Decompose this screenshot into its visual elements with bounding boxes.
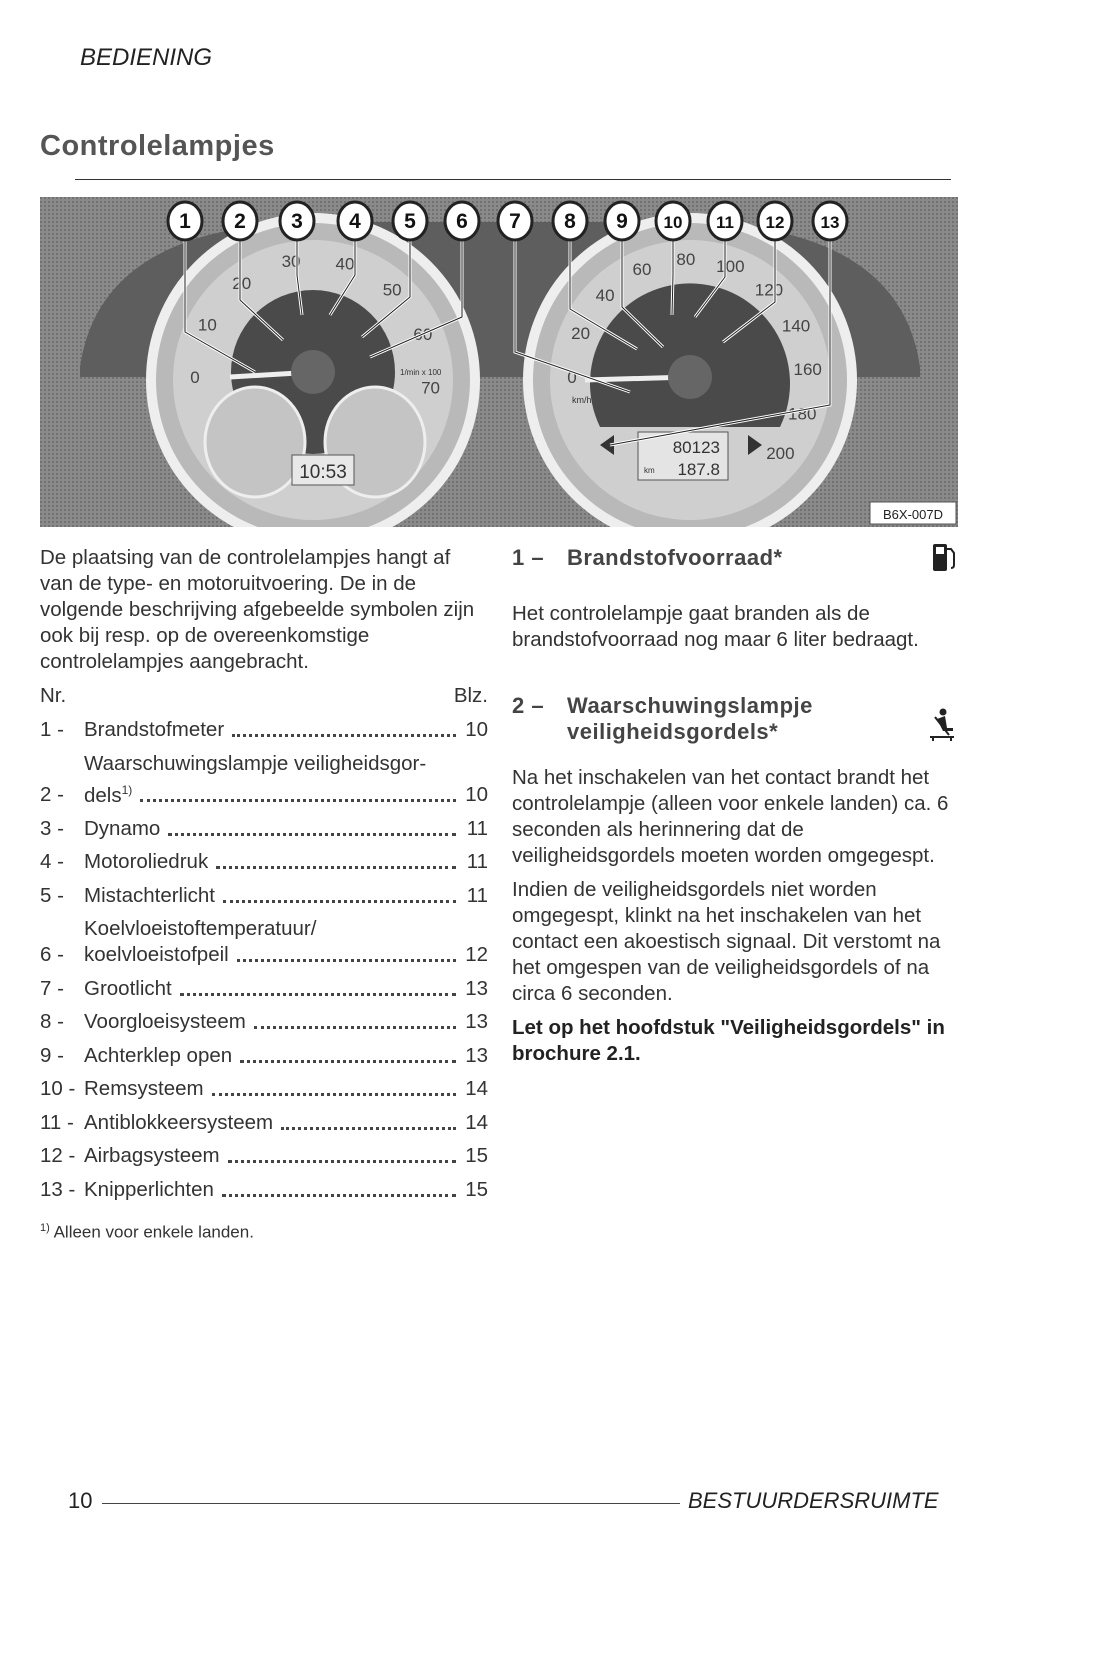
gauge-tick-label: 200: [766, 443, 795, 463]
toc-item-number: 8 -: [40, 1010, 64, 1034]
toc-item: [40, 883, 488, 909]
toc-item: [40, 717, 488, 743]
toc-item-page: 13: [465, 976, 488, 1000]
toc-item-number: 5 -: [40, 883, 64, 907]
toc-item-number: 1 -: [40, 718, 64, 741]
gauge-tick-label: 60: [632, 260, 652, 280]
section-title: Brandstofvoorraad*: [567, 545, 783, 570]
toc-item: [40, 1043, 488, 1069]
toc-item-page: 10: [465, 783, 488, 807]
toc-item-number: 13 -: [40, 1177, 76, 1201]
toc-item-page: 15: [465, 1177, 488, 1201]
leader-dots: [254, 1026, 456, 1029]
callout-number: 2: [234, 210, 246, 233]
intro-paragraph: De plaatsing van de controlelampjes hangt af van de type- en motoruitvoering. De in de volgende beschrijving afgebeelde symbolen zijn ook bij resp. op de overeenkomstige controlelampjes aangebracht.: [40, 546, 475, 673]
leader-dots: [180, 993, 456, 996]
callout-number: 12: [765, 213, 785, 232]
page-number: 10: [68, 1488, 93, 1513]
gauge-tick-label: 0: [190, 368, 200, 387]
section-1-heading: [512, 545, 957, 571]
callout-number: 13: [820, 213, 840, 232]
leader-dots: [281, 1127, 456, 1130]
fuel-pump-icon: [931, 541, 957, 573]
toc-item-number: 7 -: [40, 976, 64, 1000]
callout-number: 1: [179, 210, 191, 233]
section-title-line2: veiligheidsgordels*: [567, 719, 779, 744]
toc-item-number: 11 -: [40, 1110, 74, 1134]
footnote: [40, 1215, 488, 1246]
callout-number: 10: [663, 213, 683, 232]
title-divider: [75, 179, 951, 180]
toc-item-number: 3 -: [40, 816, 64, 840]
gauge-tick-label: 20: [232, 273, 252, 293]
toc-item-label-cont: koelvloeistofpeil: [84, 943, 229, 967]
toc-item-label: Dynamo: [84, 816, 161, 840]
toc-item-label-cont: dels$^{1)}$: [84, 782, 133, 807]
seatbelt-icon: [927, 707, 957, 741]
toc-item-number: 10 -: [40, 1077, 76, 1101]
instrument-cluster-illustration: [40, 197, 958, 527]
toc-item: [40, 849, 488, 875]
toc-item-number: 4 -: [40, 850, 64, 874]
toc-item-label: Koelvloeistoftemperatuur/: [84, 917, 317, 941]
gauge-tick-label: 120: [754, 280, 784, 300]
section-title: Waarschuwingslampje: [567, 693, 813, 718]
section-header: BEDIENING: [80, 44, 213, 71]
leader-dots: [216, 866, 456, 869]
toc-col-page: Blz.: [453, 684, 488, 707]
gauge-tick-label: 30: [281, 252, 301, 272]
toc-item: [40, 1009, 488, 1035]
leader-dots: [223, 900, 456, 903]
toc-item-label: Brandstofmeter: [84, 718, 225, 741]
gauge-tick-label: 100: [716, 257, 745, 277]
leader-dots: [140, 799, 456, 802]
right-column: [512, 545, 957, 1075]
rpm-unit: 1/min x 100: [400, 368, 442, 377]
toc-item-label: Achterklep open: [84, 1043, 233, 1067]
callout-number: 5: [404, 210, 416, 233]
speed-unit: km/h: [572, 395, 592, 405]
toc-list: [40, 717, 488, 1203]
toc-item-label: Mistachterlicht: [84, 883, 216, 907]
toc-item-page: 15: [465, 1144, 488, 1168]
instrument-cluster-figure: [40, 197, 958, 527]
toc-col-nr: Nr.: [40, 684, 67, 707]
callout-number: 7: [509, 210, 521, 233]
toc-item-page: 14: [465, 1110, 488, 1134]
leader-dots: [212, 1093, 456, 1096]
toc-item-page: 13: [465, 1043, 488, 1067]
section-2-note: Let op het hoofdstuk "Veiligheidsgordels" in brochure 2.1.: [512, 1016, 945, 1065]
toc-item: [40, 1143, 488, 1169]
footnote-mark: 1): [40, 1221, 50, 1234]
toc-item-number: 12 -: [40, 1144, 76, 1168]
toc-item-number: 9 -: [40, 1043, 64, 1067]
gauge-tick-label: 160: [793, 359, 822, 379]
section-2-heading: [512, 693, 957, 745]
gauge-tick-label: 180: [788, 404, 817, 424]
leader-dots: [232, 734, 456, 737]
section-number: 2 –: [512, 693, 545, 718]
callout-number: 11: [716, 213, 734, 232]
gauge-tick-label: 140: [781, 316, 811, 336]
leader-dots: [240, 1060, 456, 1063]
toc-item-page: 11: [466, 850, 488, 874]
figure-reference: B6X-007D: [883, 507, 943, 522]
toc-item-page: 10: [465, 718, 488, 741]
gauge-tick-label: 20: [571, 323, 591, 343]
odometer-display: 80123: [672, 438, 720, 457]
gauge-tick-label: 50: [382, 280, 402, 300]
toc-item-label: Motoroliedruk: [84, 850, 209, 874]
toc-item: [40, 1076, 488, 1102]
left-column: [40, 545, 488, 1245]
toc-item-label: Knipperlichten: [84, 1177, 214, 1201]
callout-number: 3: [291, 210, 303, 233]
toc-item-label: Antiblokkeersysteem: [84, 1110, 274, 1134]
footer-chapter: BESTUURDERSRUIMTE: [688, 1488, 939, 1513]
gauge-tick-label: 60: [413, 324, 433, 344]
leader-dots: [228, 1160, 456, 1163]
toc-item-label: Remsysteem: [84, 1077, 204, 1101]
section-2-text-1: Na het inschakelen van het contact brandt het controlelampje (alleen voor enkele landen) ca. 6 seconden als herinnering dat de veiligheidsgordels moeten worden omgegespt.: [512, 766, 949, 867]
section-number: 1 –: [512, 545, 545, 570]
toc-item: [40, 976, 488, 1002]
toc-item-label: Voorgloeisysteem: [84, 1010, 246, 1034]
section-2-text-2: Indien de veiligheidsgordels niet worden omgegespt, klinkt na het inschakelen van het contact een akoestisch signaal. Dit verstomt na het omgespen van de veiligheidsgordels of na circa 6 seconden.: [512, 878, 941, 1005]
callout-number: 9: [616, 210, 628, 233]
toc-item-page: 11: [466, 883, 488, 907]
leader-dots: [222, 1194, 456, 1197]
toc-item-page: 13: [465, 1010, 488, 1034]
toc-item: [40, 916, 488, 968]
toc-item-label: Airbagsysteem: [84, 1144, 220, 1168]
footnote-ref: 1): [121, 782, 133, 797]
toc-item: [40, 816, 488, 842]
gauge-tick-label: 0: [567, 368, 577, 387]
callout-number: 6: [456, 210, 468, 233]
toc-item: [40, 1110, 488, 1136]
gauge-tick-label: 10: [197, 315, 217, 335]
toc-item-page: 12: [465, 943, 488, 967]
toc-item: [40, 1177, 488, 1203]
toc-header: [40, 683, 488, 709]
page-title: Controlelampjes: [40, 130, 275, 162]
clock-display: 10:53: [299, 462, 347, 483]
gauge-tick-label: 40: [595, 286, 615, 306]
footnote-text: Alleen voor enkele landen.: [53, 1222, 254, 1242]
trip-display: 187.8: [677, 460, 720, 479]
leader-dots: [168, 833, 456, 836]
odometer-unit: km: [644, 466, 655, 475]
toc-item-label: Grootlicht: [84, 976, 172, 1000]
gauge-tick-label: 40: [335, 254, 355, 274]
toc-item-page: 11: [466, 816, 488, 840]
toc-item-number: 6 -: [40, 943, 64, 967]
gauge-tick-label: 80: [676, 250, 696, 270]
toc-item-number: 2 -: [40, 783, 64, 807]
leader-dots: [237, 959, 456, 962]
toc-item-label: Waarschuwingslampje veiligheidsgor-: [84, 751, 427, 775]
toc-item: [40, 751, 488, 809]
toc-item-page: 14: [465, 1077, 488, 1101]
callout-number: 8: [564, 210, 576, 233]
footer-divider: [102, 1503, 680, 1504]
callout-number: 4: [349, 210, 361, 233]
gauge-tick-label: 70: [421, 378, 441, 398]
section-1-text: Het controlelampje gaat branden als de brandstofvoorraad nog maar 6 liter bedraagt.: [512, 602, 919, 651]
